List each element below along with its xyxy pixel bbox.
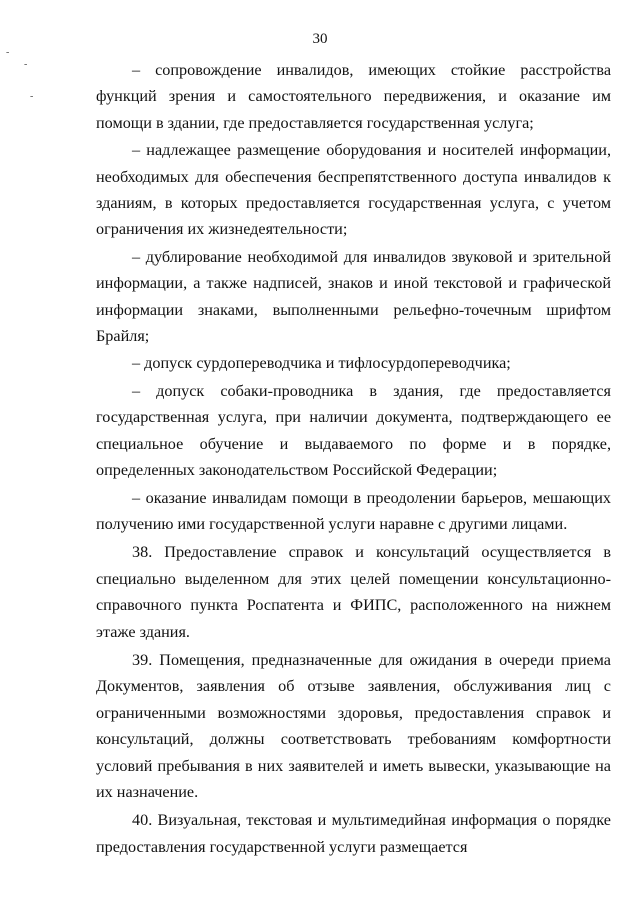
paragraph-braille-duplication: – дублирование необходимой для инвалидов звуковой и зрительной информации, а также надписей, знаков и иной текстовой и графической информации знаками, выполненными рельефно-точечным шрифтом Брайля; bbox=[96, 247, 611, 346]
margin-mark: - bbox=[30, 91, 34, 102]
paragraph-guide-dog: – допуск собаки-проводника в здания, где предоставляется государственная услуга, при наличии документа, подтверждающего ее специальное обучение и выдаваемого по форме и в порядке, определенных законодательством Российской Федерации; bbox=[96, 381, 611, 480]
paragraph-escort-disabled: – сопровождение инвалидов, имеющих стойкие расстройства функций зрения и самостоятельного передвижения, и оказание им помощи в здании, где предоставляется государственная услуга; bbox=[96, 61, 611, 132]
paragraph-equipment-placement: – надлежащее размещение оборудования и носителей информации, необходимых для обеспечения беспрепятственного доступа инвалидов к зданиям, в которых предоставляется государственная услуга, с учетом ограничения их жизнедеятельности; bbox=[96, 141, 611, 239]
paragraph-38: 38. Предоставление справок и консультаций осуществляется в специально выделенном для этих целей помещении консультационно-справочного пункта Роспатента и ФИПС, расположенного на нижнем этаже здания. bbox=[96, 543, 611, 641]
margin-mark: - bbox=[24, 59, 28, 70]
page-number: 30 bbox=[312, 31, 328, 47]
body-text bbox=[96, 57, 611, 860]
paragraph-39: 39. Помещения, предназначенные для ожидания в очереди приема Документов, заявления об отзыве заявления, обслуживания лиц с ограниченными возможностями здоровья, предоставления справок и консультаций, должны соответствовать требованиям комфортности условий пребывания в них заявителей и иметь вывески, указывающие на их назначение. bbox=[96, 650, 611, 801]
margin-mark: - bbox=[6, 47, 10, 58]
paragraph-40: 40. Визуальная, текстовая и мультимедийная информация о порядке предоставления государственной услуги размещается bbox=[96, 811, 611, 856]
paragraph-barrier-assistance: – оказание инвалидам помощи в преодолении барьеров, мешающих получению ими государственной услуги наравне с другими лицами. bbox=[96, 488, 611, 533]
paragraph-sign-interpreter: – допуск сурдопереводчика и тифлосурдопереводчика; bbox=[132, 354, 511, 373]
